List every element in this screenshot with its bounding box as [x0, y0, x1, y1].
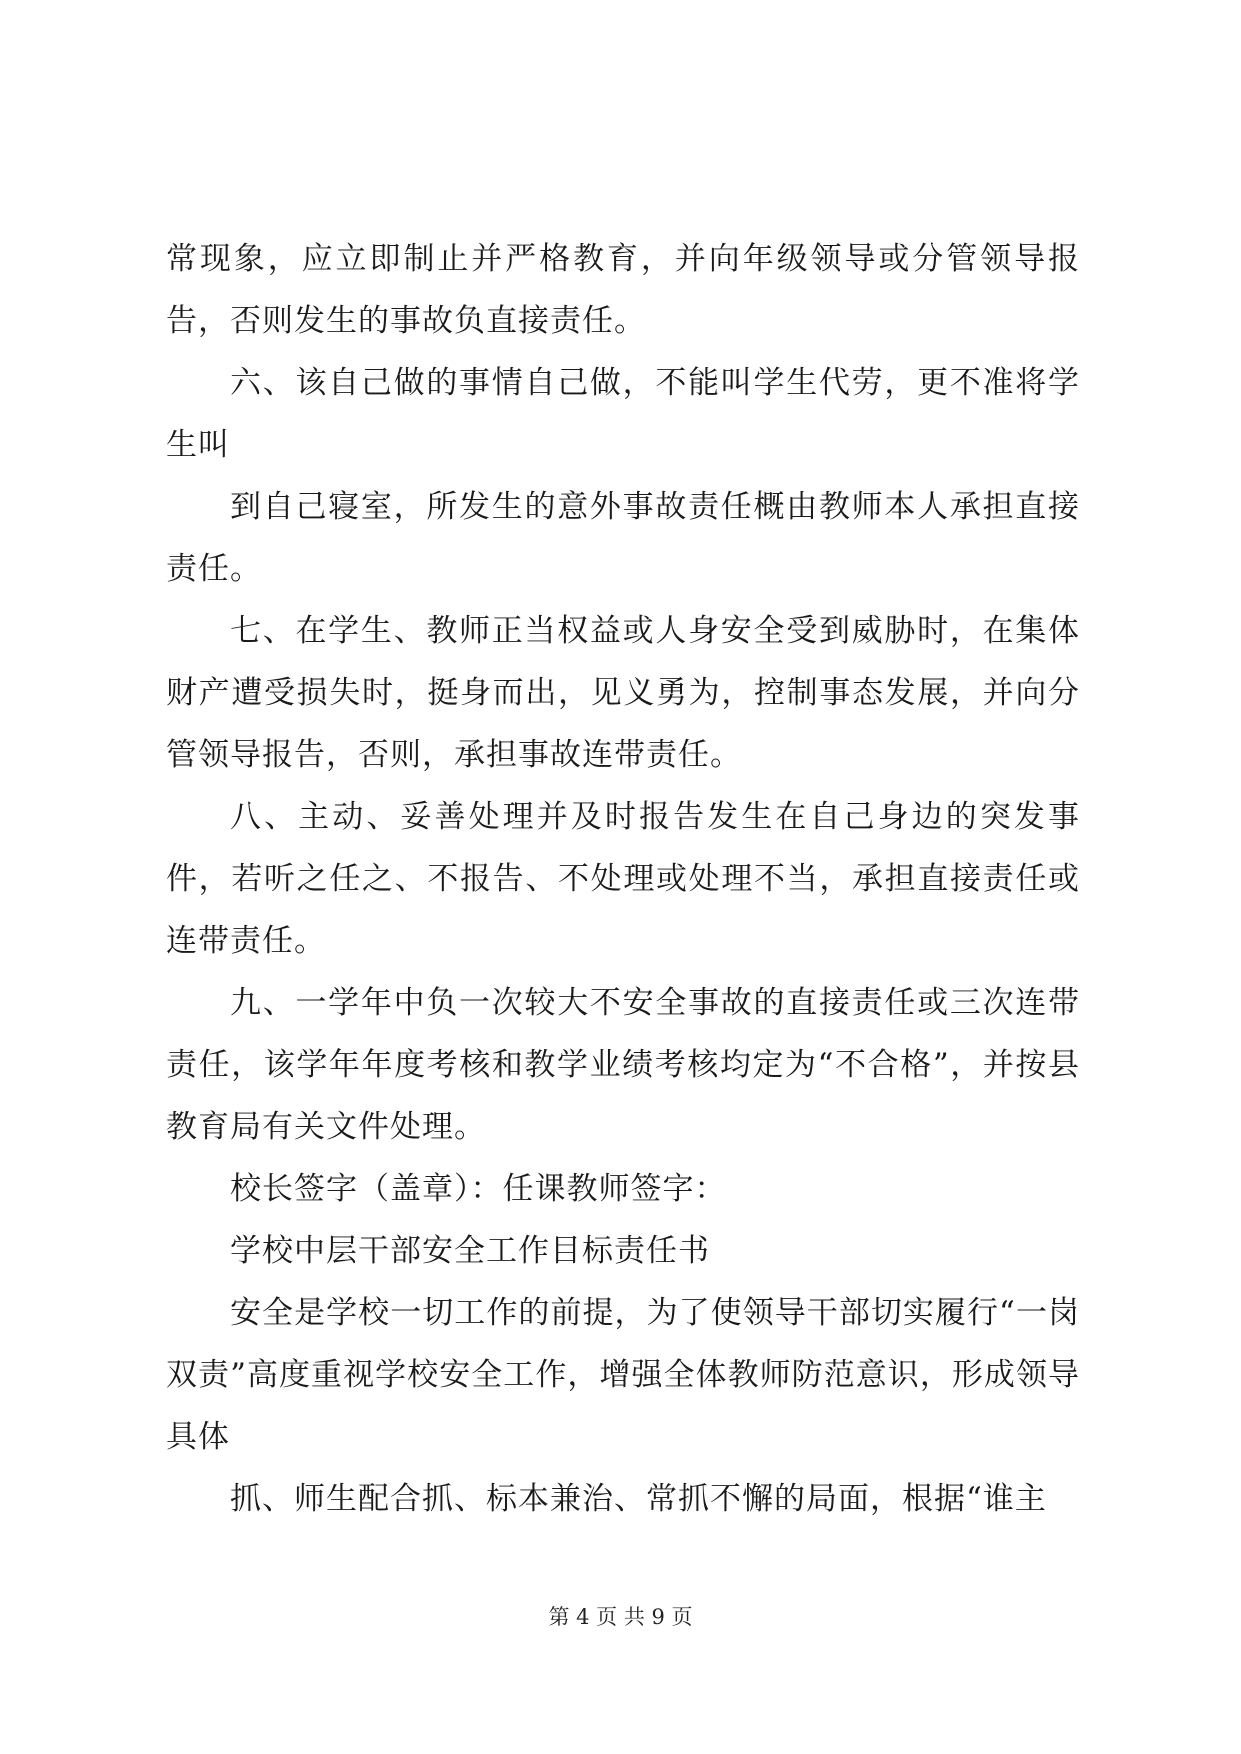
- paragraph-10: 抓、师生配合抓、标本兼治、常抓不懈的局面，根据“谁主: [230, 1481, 1047, 1517]
- paragraph-1: 常现象，应立即制止并严格教育，并向年级领导或分管领导报告，否则发生的事故负直接责任。: [166, 241, 1080, 339]
- paragraph-9: 安全是学校一切工作的前提，为了使领导干部切实履行“一岗双责”高度重视学校安全工作，增强全体教师防范意识，形成领导具体: [166, 1295, 1080, 1455]
- signature-line: 校长签字（盖章）：任课教师签字：: [230, 1171, 727, 1207]
- page-number-footer: 第 4 页 共 9 页: [548, 1605, 693, 1629]
- section-title: 学校中层干部安全工作目标责任书: [230, 1233, 710, 1269]
- paragraph-6: 九、一学年中负一次较大不安全事故的直接责任或三次连带责任，该学年年度考核和教学业绩考核均定为“不合格”，并按县教育局有关文件处理。: [166, 985, 1080, 1145]
- paragraph-3: 到自己寝室，所发生的意外事故责任概由教师本人承担直接责任。: [166, 489, 1080, 587]
- document-body: [166, 228, 1080, 1530]
- paragraph-4: 七、在学生、教师正当权益或人身安全受到威胁时，在集体财产遭受损失时，挺身而出，见义勇为，控制事态发展，并向分管领导报告，否则，承担事故连带责任。: [166, 613, 1080, 773]
- paragraph-5: 八、主动、妥善处理并及时报告发生在自己身边的突发事件，若听之任之、不报告、不处理或处理不当，承担直接责任或连带责任。: [166, 799, 1080, 959]
- paragraph-2: 六、该自己做的事情自己做，不能叫学生代劳，更不准将学生叫: [166, 365, 1080, 463]
